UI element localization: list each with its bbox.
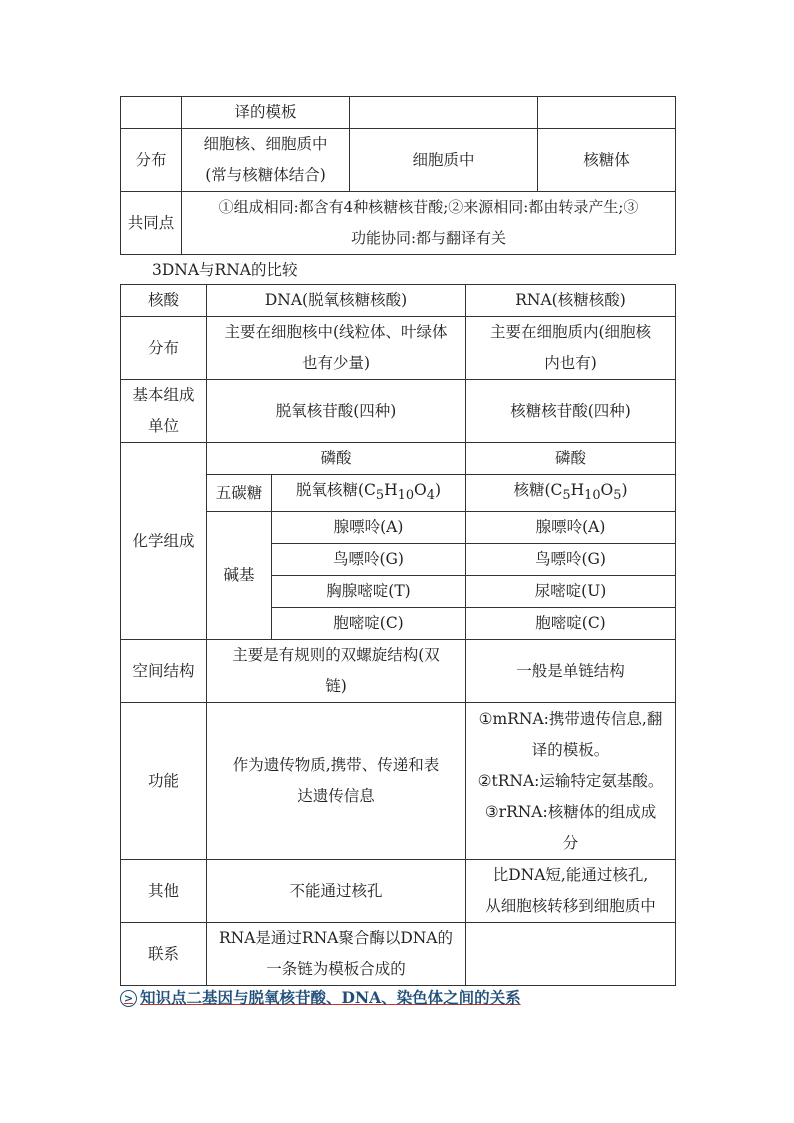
formula-subscript: 5: [375, 488, 385, 504]
circled-arrow-icon: >: [120, 990, 137, 1007]
formula-text: H: [570, 481, 585, 499]
table-cell: [350, 97, 538, 129]
cell-line: 译的模板。: [531, 740, 610, 759]
cell-line: 达遗传信息: [297, 787, 375, 806]
table-cell: [207, 923, 466, 986]
row-label: 共同点: [121, 192, 182, 255]
table-row: [121, 317, 676, 380]
cell-line: ③rRNA:核糖体的组成成: [484, 802, 657, 821]
formula-subscript: 10: [397, 488, 415, 504]
formula-text: ): [434, 481, 442, 499]
table-cell: [466, 703, 676, 860]
table-cell: 鸟嘌呤(G): [272, 544, 466, 576]
row-label: 分布: [121, 317, 207, 380]
row-label: 功能: [121, 703, 207, 860]
row-label: 联系: [121, 923, 207, 986]
cell-line: 内也有): [544, 354, 597, 372]
row-label: 其他: [121, 860, 207, 923]
sub-label: 碱基: [207, 512, 272, 640]
table-cell: [121, 97, 182, 129]
formula-text: ): [621, 481, 628, 499]
sub-label: 五碳糖: [207, 475, 272, 512]
row-label: 核酸: [121, 285, 207, 317]
rna-types-table-fragment: [120, 96, 676, 255]
table-row: [121, 860, 676, 923]
section-heading-text: 知识点二基因与脱氧核苷酸、DNA、染色体之间的关系: [140, 988, 521, 1007]
cell-line: 细胞核、细胞质中: [203, 135, 328, 153]
row-label: 分布: [121, 129, 182, 192]
table-cell: 腺嘌呤(A): [272, 512, 466, 544]
cell-line: RNA是通过RNA聚合酶以DNA的: [218, 929, 454, 948]
cell-line: ①mRNA:携带遗传信息,翻: [478, 709, 663, 728]
cell-line: 作为遗传物质,携带、传递和表: [232, 756, 440, 775]
cell-line: 基本组成: [132, 386, 195, 404]
cell-line: (常与核糖体结合): [205, 166, 326, 184]
table-cell: 胞嘧啶(C): [272, 608, 466, 640]
table-header-row: [121, 285, 676, 317]
cell-line: 分: [562, 833, 579, 852]
table-cell: 核糖核苷酸(四种): [466, 380, 676, 443]
table-cell: 脱氧核苷酸(四种): [207, 380, 466, 443]
formula-text: H: [384, 481, 398, 499]
row-label: 化学组成: [121, 443, 207, 640]
formula-subscript: 4: [426, 488, 435, 504]
dna-rna-comparison-table: [120, 284, 676, 986]
table-cell: [466, 860, 676, 923]
table-cell: [182, 192, 676, 255]
cell-line: 一条链为模板合成的: [266, 960, 406, 979]
table-caption: 3DNA与RNA的比较: [152, 261, 298, 279]
table-cell: 核糖体: [538, 129, 676, 192]
table-cell: 胸腺嘧啶(T): [272, 576, 466, 608]
formula-text: 核糖(C: [513, 481, 563, 499]
cell-line: 主要在细胞核中(线粒体、叶绿体: [224, 323, 448, 341]
section-heading: [120, 986, 521, 1010]
cell-line: 功能协同:都与翻译有关: [350, 229, 507, 247]
table-cell: 鸟嘌呤(G): [466, 544, 676, 576]
formula-text: O: [600, 481, 614, 499]
table-cell: 不能通过核孔: [207, 860, 466, 923]
formula-text: O: [414, 481, 427, 499]
table-cell: 胞嘧啶(C): [466, 608, 676, 640]
cell-line: 单位: [147, 417, 179, 435]
table-row: [121, 97, 676, 129]
table-row: [121, 443, 676, 475]
table-row: [121, 640, 676, 703]
cell-line: 主要是有规则的双螺旋结构(双: [232, 646, 440, 665]
table-cell: [207, 317, 466, 380]
cell-line: ②tRNA:运输特定氨基酸。: [477, 771, 664, 790]
row-label: 空间结构: [121, 640, 207, 703]
cell-line: 也有少量): [301, 354, 371, 372]
table-cell: [466, 923, 676, 986]
table-cell: 磷酸: [466, 443, 676, 475]
cell-line: 链): [325, 677, 347, 696]
column-header-rna: RNA(核糖核酸): [466, 285, 676, 317]
formula-text: 脱氧核糖(C: [295, 481, 376, 499]
column-header-dna: DNA(脱氧核糖核酸): [207, 285, 466, 317]
table-cell: [182, 129, 350, 192]
row-label: [121, 380, 207, 443]
formula-subscript: 10: [584, 488, 601, 504]
table-cell: 译的模板: [182, 97, 350, 129]
table-cell: [272, 475, 466, 512]
cell-line: ①组成相同:都含有4种核糖核苷酸;②来源相同:都由转录产生;③: [218, 198, 639, 216]
table-cell: [207, 640, 466, 703]
table-cell: [466, 317, 676, 380]
cell-line: 从细胞核转移到细胞质中: [485, 897, 656, 916]
formula-subscript: 5: [613, 488, 622, 504]
table-cell: 尿嘧啶(U): [466, 576, 676, 608]
table-cell: [538, 97, 676, 129]
formula-subscript: 5: [562, 488, 571, 504]
cell-line: 主要在细胞质内(细胞核: [489, 323, 652, 341]
table-cell: 腺嘌呤(A): [466, 512, 676, 544]
table-cell: 细胞质中: [350, 129, 538, 192]
table-row: [121, 192, 676, 255]
table-row: [121, 380, 676, 443]
table-row: [121, 129, 676, 192]
table-cell: [207, 703, 466, 860]
table-row: [121, 923, 676, 986]
table-cell: 一般是单链结构: [466, 640, 676, 703]
table-cell: 磷酸: [207, 443, 466, 475]
table-row: [121, 703, 676, 860]
table-cell: [466, 475, 676, 512]
cell-line: 比DNA短,能通过核孔,: [492, 866, 649, 885]
